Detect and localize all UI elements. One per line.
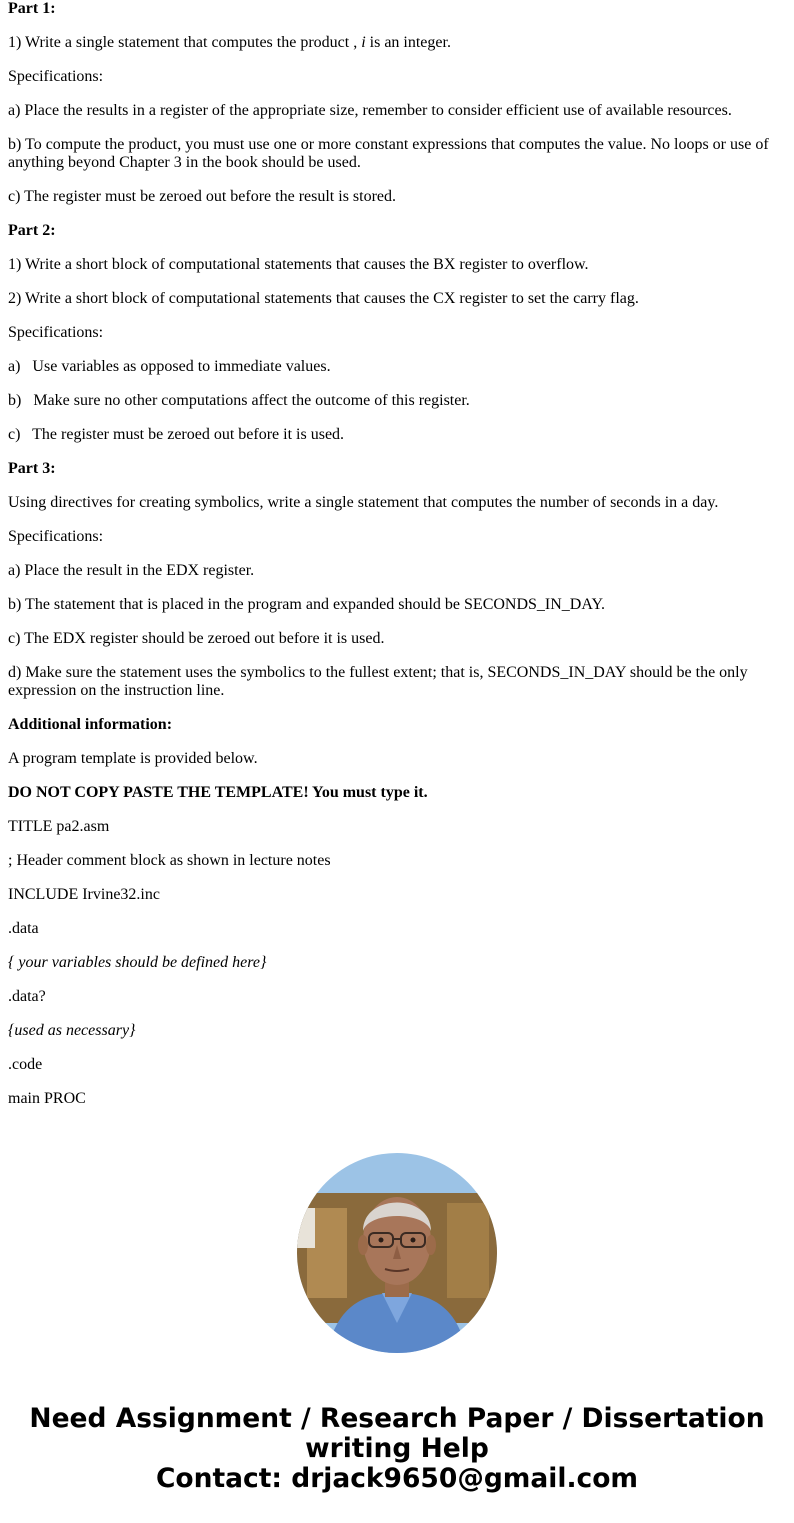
template-main-line: main PROC bbox=[8, 1090, 86, 1107]
part1-question-1-variable: i bbox=[361, 34, 366, 51]
copy-warning: DO NOT COPY PASTE THE TEMPLATE! You must type it. bbox=[8, 784, 428, 801]
cta-line-1: Need Assignment / Research Paper / Dissertation bbox=[29, 1403, 765, 1434]
part1-spec-a: a) Place the results in a register of the appropriate size, remember to consider efficient use of available resources. bbox=[8, 102, 732, 119]
cta-contact-line: Contact: drjack9650@gmail.com bbox=[155, 1463, 639, 1494]
part1-spec-b: b) To compute the product, you must use one or more constant expressions that computes the value. No loops or use of anything beyond Chapter 3 in the book should be used. bbox=[8, 136, 769, 171]
part2-question-2: 2) Write a short block of computational statements that causes the CX register to set the carry flag. bbox=[8, 290, 639, 307]
part1-question-1-end: is an integer. bbox=[365, 34, 451, 51]
part3-heading: Part 3: bbox=[8, 460, 56, 477]
template-data-uninit-note: {used as necessary} bbox=[8, 1022, 136, 1039]
part1-heading: Part 1: bbox=[8, 0, 56, 17]
help-contact-banner bbox=[0, 1404, 794, 1494]
additional-info-intro: A program template is provided below. bbox=[8, 750, 258, 767]
cta-line-2: writing Help bbox=[305, 1433, 489, 1464]
part3-spec-label: Specifications: bbox=[8, 528, 104, 545]
part2-spec-b: b) Make sure no other computations affect the outcome of this register. bbox=[8, 392, 470, 409]
part2-spec-label: Specifications: bbox=[8, 324, 104, 341]
template-data-line: .data bbox=[8, 920, 39, 937]
part3-intro: Using directives for creating symbolics, write a single statement that computes the number of seconds in a day. bbox=[8, 494, 719, 511]
part2-heading: Part 2: bbox=[8, 222, 56, 239]
part1-spec-label: Specifications: bbox=[8, 68, 104, 85]
part1-question-1 bbox=[8, 34, 786, 52]
part1-question-1-start: 1) Write a single statement that computes the product , bbox=[8, 34, 362, 51]
template-comment-line: ; Header comment block as shown in lecture notes bbox=[8, 852, 331, 869]
part3-spec-b: b) The statement that is placed in the program and expanded should be SECONDS_IN_DAY. bbox=[8, 596, 605, 613]
author-avatar bbox=[297, 1153, 497, 1353]
author-portrait-image bbox=[297, 1153, 497, 1353]
document-body bbox=[8, 0, 786, 1108]
part2-spec-c: c) The register must be zeroed out before it is used. bbox=[8, 426, 345, 443]
part2-spec-a: a) Use variables as opposed to immediate values. bbox=[8, 358, 331, 375]
part3-spec-c: c) The EDX register should be zeroed out before it is used. bbox=[8, 630, 385, 647]
part3-spec-d: d) Make sure the statement uses the symbolics to the fullest extent; that is, SECONDS_IN_DAY should be the only expression on the instruction line. bbox=[8, 664, 748, 699]
additional-info-heading: Additional information: bbox=[8, 716, 173, 733]
template-title-line: TITLE pa2.asm bbox=[8, 818, 110, 835]
part3-spec-a: a) Place the result in the EDX register. bbox=[8, 562, 255, 579]
template-code-line: .code bbox=[8, 1056, 43, 1073]
template-data-note: { your variables should be defined here} bbox=[8, 954, 267, 971]
template-include-line: INCLUDE Irvine32.inc bbox=[8, 886, 160, 903]
part1-spec-c: c) The register must be zeroed out before the result is stored. bbox=[8, 188, 397, 205]
template-data-uninit-line: .data? bbox=[8, 988, 46, 1005]
part2-question-1: 1) Write a short block of computational statements that causes the BX register to overflow. bbox=[8, 256, 589, 273]
